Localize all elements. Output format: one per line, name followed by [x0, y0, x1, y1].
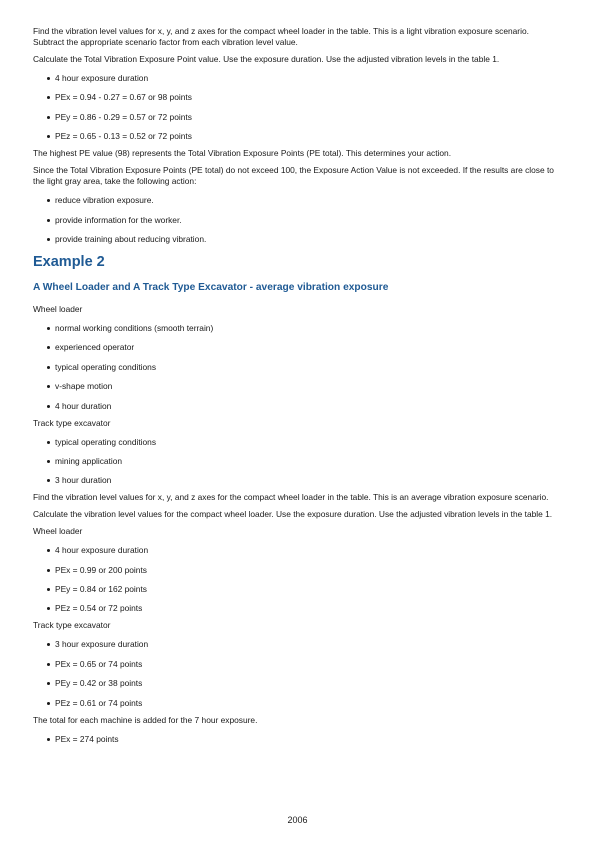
bullet-list: [33, 323, 558, 412]
list-item: PEz = 0.54 or 72 points: [33, 603, 558, 614]
list-item: provide information for the worker.: [33, 215, 558, 226]
paragraph: The total for each machine is added for the 7 hour exposure.: [33, 714, 258, 725]
paragraph: Wheel loader: [33, 526, 83, 537]
list-item: PEy = 0.86 - 0.29 = 0.57 or 72 points: [33, 112, 558, 123]
list-item: experienced operator: [33, 342, 558, 353]
paragraph: Find the vibration level values for x, y, and z axes for the compact wheel loader in the table. This is a light vibration exposure scenario. Subtract the appropriate scenario factor from each vibration level value.: [33, 26, 529, 47]
bullet-list: [33, 437, 558, 487]
list-item: PEy = 0.42 or 38 points: [33, 678, 558, 689]
paragraph: Wheel loader: [33, 303, 83, 314]
list-item: PEy = 0.84 or 162 points: [33, 584, 558, 595]
paragraph: Find the vibration level values for x, y, and z axes for the compact wheel loader in the table. This is an average vibration exposure scenario.: [33, 492, 549, 503]
bullet-list: [33, 734, 558, 745]
bullet-list: [33, 195, 558, 245]
bullet-list: [33, 545, 558, 614]
bullet-list: [33, 73, 558, 142]
list-item: PEx = 0.99 or 200 points: [33, 565, 558, 576]
paragraph: Since the Total Vibration Exposure Points (PE total) do not exceed 100, the Exposure Action Value is not exceeded. If the results are close to the light gray area, take the following action:: [33, 165, 554, 187]
list-item: PEx = 274 points: [33, 734, 558, 745]
list-item: normal working conditions (smooth terrain): [33, 323, 558, 334]
list-item: 4 hour exposure duration: [33, 545, 558, 556]
list-item: PEx = 0.94 - 0.27 = 0.67 or 98 points: [33, 92, 558, 103]
list-item: typical operating conditions: [33, 437, 558, 448]
paragraph: Track type excavator: [33, 620, 111, 631]
page-content: [33, 26, 558, 745]
list-item: 4 hour duration: [33, 401, 558, 412]
list-item: provide training about reducing vibration.: [33, 234, 558, 245]
list-item: v-shape motion: [33, 381, 558, 392]
list-item: reduce vibration exposure.: [33, 195, 558, 206]
list-item: 4 hour exposure duration: [33, 73, 558, 84]
paragraph: Track type excavator: [33, 417, 111, 428]
bullet-list: [33, 639, 558, 708]
list-item: PEz = 0.61 or 74 points: [33, 698, 558, 709]
paragraph: Calculate the Total Vibration Exposure Point value. Use the exposure duration. Use the adjusted vibration levels in the table 1.: [33, 54, 500, 64]
page-number: 2006: [287, 815, 308, 825]
list-item: 3 hour duration: [33, 475, 558, 486]
paragraph: The highest PE value (98) represents the Total Vibration Exposure Points (PE total). This determines your action.: [33, 148, 452, 159]
list-item: PEz = 0.65 - 0.13 = 0.52 or 72 points: [33, 131, 558, 142]
list-item: 3 hour exposure duration: [33, 639, 558, 650]
subsection-heading: A Wheel Loader and A Track Type Excavator - average vibration exposure: [33, 281, 389, 293]
list-item: PEx = 0.65 or 74 points: [33, 659, 558, 670]
list-item: typical operating conditions: [33, 362, 558, 373]
section-heading: Example 2: [33, 253, 105, 270]
paragraph: Calculate the vibration level values for the compact wheel loader. Use the exposure duration. Use the adjusted vibration levels in the table 1.: [33, 509, 553, 520]
list-item: mining application: [33, 456, 558, 467]
